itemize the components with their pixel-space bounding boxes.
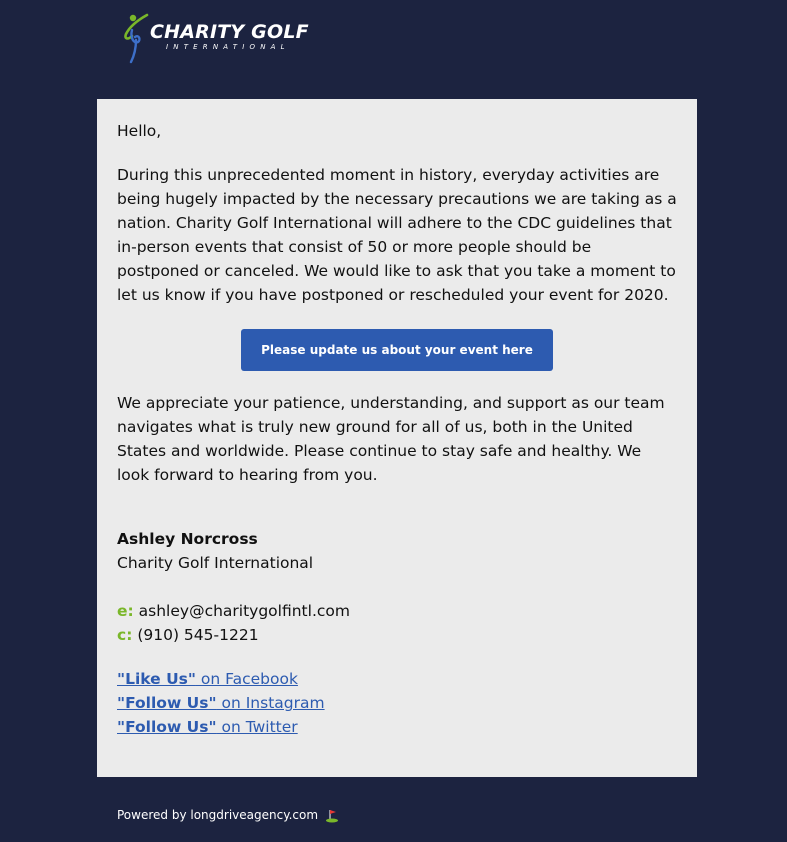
twitter-link[interactable] (117, 718, 298, 736)
closing-paragraph: We appreciate your patience, understanding, and support as our team navigates what is truly new ground for all of us, both in the United States and worldwide. Please continue to stay safe and healthy. We look forward to hearing from you. (117, 394, 665, 484)
update-event-button[interactable]: Please update us about your event here (241, 329, 553, 371)
contact-info (117, 599, 677, 647)
phone-label: c: (117, 626, 133, 644)
instagram-link-strong: "Follow Us" (117, 694, 217, 712)
phone-number[interactable]: (910) 545-1221 (137, 626, 259, 644)
facebook-link-strong: "Like Us" (117, 670, 196, 688)
instagram-link[interactable] (117, 694, 325, 712)
signature-org: Charity Golf International (117, 554, 314, 572)
email-card (97, 99, 697, 777)
powered-by-link[interactable]: Powered by longdriveagency.com (117, 808, 319, 822)
email-line (117, 599, 677, 623)
signature-name: Ashley Norcross (117, 530, 258, 548)
facebook-link[interactable] (117, 670, 298, 688)
signature (117, 527, 677, 575)
email-label: e: (117, 602, 134, 620)
facebook-link-rest: on Facebook (195, 670, 298, 688)
charity-golf-logo[interactable] (120, 12, 310, 66)
logo-title: CHARITY GOLF (150, 21, 309, 43)
twitter-link-strong: "Follow Us" (117, 718, 217, 736)
phone-line (117, 623, 677, 647)
greeting: Hello, (117, 122, 162, 140)
twitter-link-rest: on Twitter (216, 718, 298, 736)
golfer-icon (120, 12, 154, 66)
golf-flag-icon (325, 809, 339, 823)
instagram-link-rest: on Instagram (216, 694, 325, 712)
social-links (117, 667, 677, 739)
intro-paragraph: During this unprecedented moment in history, everyday activities are being hugely impacted by the necessary precautions we are taking as a nation. Charity Golf International will adhere to the CDC guidelines that in-person events that consist of 50 or more people should be postponed or canceled. We would like to ask that you take a moment to let us know if you have postponed or rescheduled your event for 2020. (117, 166, 677, 304)
footer (117, 808, 339, 823)
email-address[interactable]: ashley@charitygolfintl.com (138, 602, 350, 620)
cta-wrapper (117, 329, 677, 371)
logo-subtitle: INTERNATIONAL (166, 43, 290, 51)
